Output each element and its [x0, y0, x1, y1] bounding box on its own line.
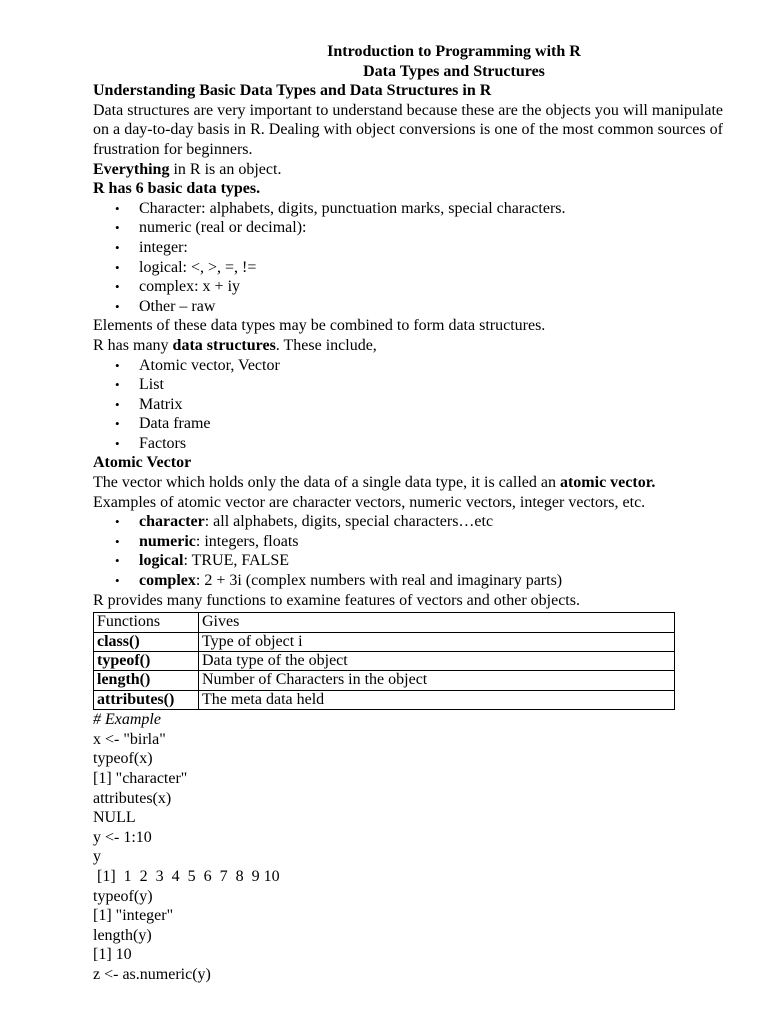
atomic-line-1 — [93, 473, 723, 493]
list-item: • Other – raw — [93, 297, 723, 317]
list-item — [93, 512, 723, 532]
code-line: [1] "integer" — [93, 907, 174, 925]
list-item — [93, 551, 723, 571]
list-item: • Character: alphabets, digits, punctuation marks, special characters. — [93, 199, 723, 219]
title-block — [0, 42, 768, 81]
types-heading: R has 6 basic data types. — [93, 180, 261, 198]
code-line: NULL — [93, 809, 136, 827]
intro-paragraph: Data structures are very important to understand because these are the objects you will manipulate on a day-to-day basis in R. Dealing with object conversions is one of the most common sources of frustration for beginners. — [93, 101, 723, 158]
doc-title: Introduction to Programming with R — [327, 43, 581, 60]
code-line: x <- "birla" — [93, 730, 166, 748]
table-cell-gives: Number of Characters in the object — [199, 671, 675, 690]
list-item: • numeric (real or decimal): — [93, 218, 723, 238]
structures-intro — [93, 336, 723, 356]
list-item — [93, 571, 723, 591]
table-header-row — [94, 613, 675, 632]
table-row — [94, 652, 675, 671]
table-cell-gives: Type of object i — [199, 632, 675, 651]
table-row — [94, 671, 675, 690]
types-list — [93, 199, 723, 317]
fn-name: attributes() — [97, 690, 175, 708]
fn-name: class() — [97, 632, 140, 650]
code-line: y <- 1:10 — [93, 828, 152, 846]
code-line: [1] "character" — [93, 770, 188, 788]
code-line: z <- as.numeric(y) — [93, 965, 211, 983]
list-item: • complex: x + iy — [93, 277, 723, 297]
fn-name: typeof() — [97, 652, 151, 670]
structures-list — [93, 356, 723, 454]
table-cell-gives: Data type of the object — [199, 652, 675, 671]
code-line: [1] 10 — [93, 946, 132, 964]
list-item: • integer: — [93, 238, 723, 258]
everything-bold: Everything — [93, 160, 170, 178]
code-line: [1] 1 2 3 4 5 6 7 8 9 10 — [93, 868, 280, 885]
atomic-desc: : TRUE, FALSE — [183, 552, 290, 570]
list-item: • logical: <, >, =, != — [93, 258, 723, 278]
list-item: • List — [93, 375, 723, 395]
code-line: y — [93, 848, 101, 866]
table-row — [94, 690, 675, 709]
everything-line — [93, 160, 723, 180]
list-item: • Factors — [93, 434, 723, 454]
atomic-line-1-bold: atomic vector. — [559, 474, 656, 492]
list-item: • Data frame — [93, 414, 723, 434]
doc-subtitle: Data Types and Structures — [363, 62, 545, 80]
everything-rest: in R is an object. — [169, 160, 282, 178]
atomic-term: numeric — [139, 532, 196, 550]
list-item: • Atomic vector, Vector — [93, 356, 723, 376]
table-cell-fn — [94, 671, 199, 690]
list-item: • Matrix — [93, 395, 723, 415]
code-block — [93, 730, 723, 985]
atomic-term: complex — [139, 572, 196, 590]
structures-post: . These include, — [275, 336, 377, 354]
table-cell-fn — [94, 690, 199, 709]
atomic-line-2: Examples of atomic vector are character vectors, numeric vectors, integer vectors, etc. — [93, 493, 646, 511]
structures-pre: R has many — [93, 336, 173, 354]
table-header-cell: Gives — [199, 613, 675, 632]
table-cell-fn — [94, 652, 199, 671]
table-row — [94, 632, 675, 651]
functions-table — [93, 612, 675, 710]
combine-text: Elements of these data types may be combined to form data structures. — [93, 317, 546, 335]
code-line: typeof(x) — [93, 750, 153, 768]
atomic-term: logical — [139, 552, 184, 570]
atomic-desc: : all alphabets, digits, special characters…etc — [204, 513, 494, 531]
list-item — [93, 532, 723, 552]
fn-name: length() — [97, 671, 151, 689]
atomic-desc: : integers, floats — [195, 532, 299, 550]
functions-intro: R provides many functions to examine features of vectors and other objects. — [93, 591, 580, 609]
code-line: length(y) — [93, 926, 152, 944]
section-heading: Understanding Basic Data Types and Data Structures in R — [93, 82, 492, 100]
atomic-heading: Atomic Vector — [93, 454, 192, 472]
atomic-line-1-text: The vector which holds only the data of a single data type, it is called an — [93, 474, 560, 492]
table-cell-gives: The meta data held — [199, 690, 675, 709]
code-line: typeof(y) — [93, 887, 153, 905]
atomic-types-list — [93, 512, 723, 590]
table-cell-fn — [94, 632, 199, 651]
example-label: # Example — [93, 711, 161, 729]
table-header-cell: Functions — [94, 613, 199, 632]
atomic-desc: : 2 + 3i (complex numbers with real and imaginary parts) — [195, 572, 563, 590]
atomic-term: character — [139, 513, 205, 531]
structures-bold: data structures — [172, 336, 276, 354]
code-line: attributes(x) — [93, 789, 172, 807]
